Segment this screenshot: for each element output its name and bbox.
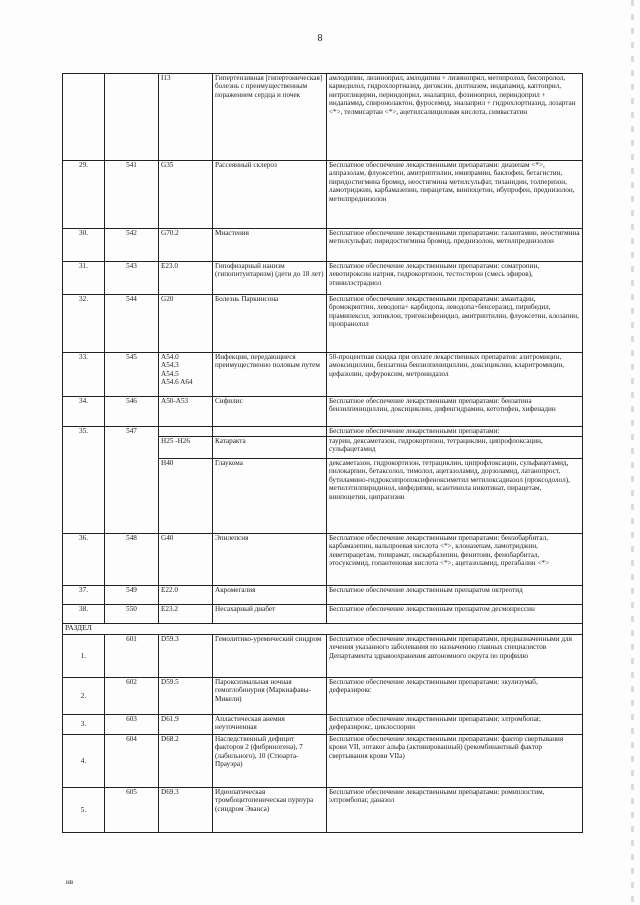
cell-drugs: Бесплатное обеспечение лекарственными препаратами: элтромбопаг, деферазирокс, циклоспорин (327, 715, 583, 735)
table-row (63, 735, 583, 788)
cell-icd-code: G70.2 (159, 229, 213, 262)
table-row (63, 74, 583, 161)
cell-drugs: таурин, дексаметазон, гидрокортизон, тетрациклин, ципрофлоксацин, сульфацетамид (327, 437, 583, 459)
cell-disease: Гипофизарный нанизм (гипопитуитаризм) (дети до 18 лет) (213, 262, 327, 295)
page-number: 8 (317, 33, 323, 44)
table-row (63, 635, 583, 678)
cell-row-number: 34. (63, 397, 105, 427)
table-row (63, 788, 583, 833)
cell-row-number: 30. (63, 229, 105, 262)
cell-disease: Гипертензивная [гипертоническая] болезнь с преимущественным поражением сердца и почек (213, 74, 327, 161)
cell-drugs: Бесплатное обеспечение лекарственными препаратами: ромиплостим, элтромбопаг, даназол (327, 788, 583, 833)
cell-drugs: Бесплатное обеспечение лекарственными препаратами: диазепам <*>, алпразолам, флуоксетин, амитриптилин, имипрамин, баклофен, бетагистин, пиридостигмина бромид, неостигмина метилсульфат, тизанидин, толперизон, ламотриджин, карбамазепин, пирацетам, винпоцетин, ибупрофен, преднизолон, метилпреднизолон (327, 161, 583, 229)
cell-drugs: Бесплатное обеспечение лекарственными препаратами: экулизумаб, деферазирокс (327, 678, 583, 715)
cell-icd-code: D59.3 (159, 635, 213, 678)
cell-icd-code: E23.0 (159, 262, 213, 295)
table-row (63, 678, 583, 715)
cell-drugs: Бесплатное обеспечение лекарственным препаратом десмопрессин (327, 605, 583, 624)
cell-icd-code: I13 (159, 74, 213, 161)
cell-code: 604 (105, 735, 159, 788)
cell-drugs: амлодипин, лизиноприл, амлодипин + лизиноприл, метопролол, бисопролол, карведилол, гидрохлортиазид, дигоксин, дилтиазем, индапамид, каптоприл, нитроглицерин, периндоприл, эналаприл, фозиноприл, периндоприл + индапамид, спиронолактон, фуросемид, эналаприл + гидрохлортиазид, лозартан <*>, телмисартан <*>, ацетилсалициловая кислота, симвастатин (327, 74, 583, 161)
cell-row-number: 35. (63, 427, 105, 534)
table-section (63, 624, 583, 635)
cell-row-number: 33. (63, 353, 105, 397)
cell-disease: Апластическая анемия неуточненная (213, 715, 327, 735)
cell-disease: Сифилис (213, 397, 327, 427)
cell-icd-code: H40 (159, 459, 213, 534)
cell-code: 542 (105, 229, 159, 262)
cell-drugs: Бесплатное обеспечение лекарственными препаратами: амантадин, бромокриптин, леводопа+ карбидопа, леводопа+бенсеразид, пирибедил, прамипексол, зопиклон, тригексифенидил, амитриптилин, флуоксетин, клозапин, пропранолол (327, 295, 583, 353)
cell-row-number: 36. (63, 534, 105, 586)
cell-row-number: 3. (63, 715, 105, 735)
cell-drugs: Бесплатное обеспечение лекарственными препаратами: (327, 427, 583, 437)
cell-code (105, 74, 159, 161)
cell-code: 550 (105, 605, 159, 624)
cell-row-number: 31. (63, 262, 105, 295)
cell-drugs: дексаметазон, гидрокортизон, тетрациклин, ципрофлоксацин, сульфацетамид, пилокарпин, бетаксолол, тимолол, ацетазоламид, дорзоламид, латанопрост, бутиламино-гидроксипропоксифеноксиметил метилоксадиазол (проксодолол), метилэтилпиридинол, нифедипин, ксантинола никотинат, пирацетам, винпоцетин, ципрагизин (327, 459, 583, 534)
table-row (63, 586, 583, 605)
cell-code: 546 (105, 397, 159, 427)
cell-drugs: Бесплатное обеспечение лекарственными препаратами, предназначенными для лечения указанного заболевания по назначению главных специалистов Департамента здравоохранения автономного округа по профилю (327, 635, 583, 678)
cell-disease: Акромегалия (213, 586, 327, 605)
cell-disease: Гемолитико-уремический синдром (213, 635, 327, 678)
cell-code: 543 (105, 262, 159, 295)
cell-drugs: 50-процентная скидка при оплате лекарственных препаратов: азитромицин, амоксициллин, бензатина бензилпенициллин, доксициклин, кларитромицин, цефазолин, цефуроксим, метронидазол (327, 353, 583, 397)
scan-edge-artifact (631, 0, 634, 905)
cell-disease: Несахарный диабет (213, 605, 327, 624)
cell-code: 547 (105, 427, 159, 534)
cell-disease: Эпилепсия (213, 534, 327, 586)
cell-code: 549 (105, 586, 159, 605)
table-body-section (63, 635, 583, 833)
cell-row-number: 38. (63, 605, 105, 624)
section-row (63, 624, 583, 635)
cell-row-number: 32. (63, 295, 105, 353)
table-row (63, 229, 583, 262)
cell-code: 544 (105, 295, 159, 353)
cell-row-number (63, 74, 105, 161)
cell-icd-code: D59.5 (159, 678, 213, 715)
table-row (63, 427, 583, 437)
cell-disease: Болезнь Паркинсона (213, 295, 327, 353)
cell-disease: Глаукома (213, 459, 327, 534)
cell-disease (213, 427, 327, 437)
table-row (63, 605, 583, 624)
cell-icd-code: H25 -H26 (159, 437, 213, 459)
cell-icd-code: A54.0 A54.3 A54.5 A54.6 A64 (159, 353, 213, 397)
cell-drugs: Бесплатное обеспечение лекарственными препаратами: фактор свертывания крови VII, эптаког альфа (активированный) (рекомбинантный фактор свертывания крови VIIa) (327, 735, 583, 788)
cell-icd-code: D68.2 (159, 735, 213, 788)
table-row (63, 161, 583, 229)
cell-drugs: Бесплатное обеспечение лекарственным препаратом октреотид (327, 586, 583, 605)
cell-icd-code (159, 427, 213, 437)
cell-row-number: 2. (63, 678, 105, 715)
table-row (63, 534, 583, 586)
section-label: РАЗДЕЛ (63, 624, 583, 635)
cell-row-number: 1. (63, 635, 105, 678)
table-row (63, 715, 583, 735)
cell-code: 605 (105, 788, 159, 833)
cell-icd-code: D61.9 (159, 715, 213, 735)
cell-disease: Рассеянный склероз (213, 161, 327, 229)
cell-code: 548 (105, 534, 159, 586)
footer-mark: нв (66, 878, 74, 886)
table-row (63, 262, 583, 295)
cell-code: 545 (105, 353, 159, 397)
cell-disease: Катаракта (213, 437, 327, 459)
cell-drugs: Бесплатное обеспечение лекарственными препаратами: бензобарбитал, карбамазепин, вальпроевая кислота <*>, клоназепам, ламотриджин, леветирацетам, топирамат, окскарбазепин, фенитоин, фенобарбитал, этосуксимид, гопантеновая кислота <*>, ацетазоламид, прегабалин <*> (327, 534, 583, 586)
cell-icd-code: A50-A53 (159, 397, 213, 427)
cell-row-number: 29. (63, 161, 105, 229)
table-row (63, 353, 583, 397)
cell-row-number: 5. (63, 788, 105, 833)
cell-icd-code: E23.2 (159, 605, 213, 624)
cell-code: 541 (105, 161, 159, 229)
drug-provision-table (62, 73, 583, 833)
cell-drugs: Бесплатное обеспечение лекарственными препаратами: бензатина бензилпенициллин, доксициклин, дифенгидрамин, кетотифен, хифенадин (327, 397, 583, 427)
cell-icd-code: E22.0 (159, 586, 213, 605)
cell-disease: Наследственный дефицит факторов 2 (фибриногена), 7 (лабильного), 10 (Стюарта-Прауэра) (213, 735, 327, 788)
cell-icd-code: D69.3 (159, 788, 213, 833)
cell-row-number: 37. (63, 586, 105, 605)
cell-drugs: Бесплатное обеспечение лекарственными препаратами: галантамин, неостигмина метилсульфат, пиридостигмина бромид, преднизолон, метилпреднизолон (327, 229, 583, 262)
cell-row-number: 4. (63, 735, 105, 788)
cell-icd-code: G35 (159, 161, 213, 229)
cell-disease: Идиопатическая тромбоцитопеническая пурпура (синдром Эванса) (213, 788, 327, 833)
cell-code: 603 (105, 715, 159, 735)
cell-icd-code: G40 (159, 534, 213, 586)
cell-icd-code: G20 (159, 295, 213, 353)
cell-disease: Пароксизмальная ночная гемоглобинурия (Маркиафавы-Микели) (213, 678, 327, 715)
cell-disease: Миастения (213, 229, 327, 262)
table-row (63, 397, 583, 427)
cell-code: 601 (105, 635, 159, 678)
table-body-main (63, 74, 583, 624)
cell-code: 602 (105, 678, 159, 715)
table-row (63, 295, 583, 353)
cell-drugs: Бесплатное обеспечение лекарственными препаратами: соматропин, левотироксин натрия, гидрокортизон, тестостерон (смесь эфиров), этинилэстрадиол (327, 262, 583, 295)
cell-disease: Инфекции, передающиеся преимущественно половым путем (213, 353, 327, 397)
